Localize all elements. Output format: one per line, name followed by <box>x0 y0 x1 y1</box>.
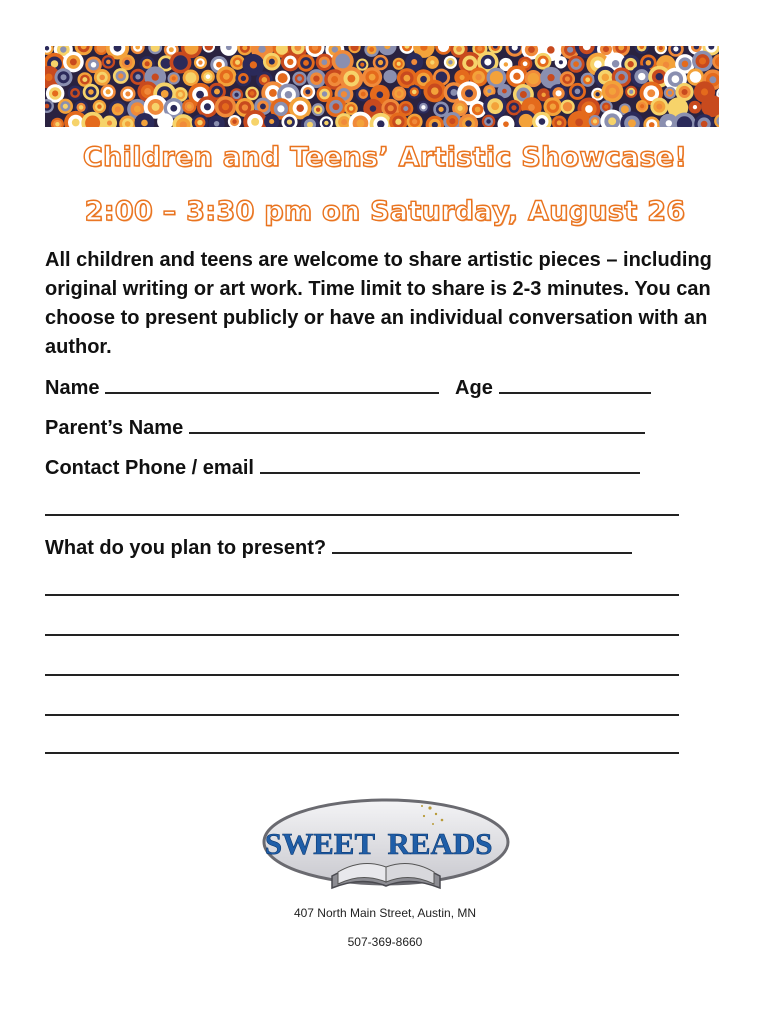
banner-circle <box>709 76 716 83</box>
banner-circle <box>170 105 177 112</box>
banner-circle <box>403 106 408 111</box>
banner-circle <box>604 105 608 109</box>
banner-circle <box>656 104 662 110</box>
banner-circle <box>565 76 570 81</box>
logo-word-reads: READS <box>387 826 493 861</box>
banner-circle <box>602 74 609 81</box>
banner-circle <box>260 103 266 109</box>
banner-circle <box>550 103 556 109</box>
banner-circle <box>457 106 462 111</box>
banner-circle <box>487 89 491 93</box>
banner-circle <box>125 91 130 96</box>
banner-circle <box>277 105 284 112</box>
banner-circle <box>369 74 376 81</box>
banner-circle <box>341 91 347 97</box>
banner-circle <box>377 91 384 98</box>
banner-circle <box>465 120 471 126</box>
banner-circle <box>177 59 184 66</box>
banner-circle <box>666 120 672 126</box>
banner-circle <box>61 74 67 80</box>
banner-circle <box>172 76 176 80</box>
banner-circle <box>575 89 581 95</box>
banner-circle <box>638 73 645 80</box>
banner-circle <box>511 105 516 110</box>
banner-circle <box>316 108 320 112</box>
banner-circle <box>557 120 562 125</box>
banner-circle <box>297 76 302 81</box>
banner-circle <box>603 46 609 52</box>
present-line-4[interactable] <box>45 714 679 716</box>
age-field[interactable] <box>499 374 651 394</box>
present-line-3[interactable] <box>45 674 679 676</box>
banner-circle <box>124 60 129 65</box>
banner-circle <box>347 75 355 83</box>
age-label: Age <box>455 377 493 399</box>
banner-circle <box>575 119 583 127</box>
banner-circle <box>82 77 87 82</box>
banner-circle <box>262 77 268 83</box>
banner-circle <box>88 89 93 94</box>
present-line-5[interactable] <box>45 752 679 754</box>
banner-circle <box>242 104 248 110</box>
banner-circle <box>522 118 529 125</box>
banner-circle <box>673 46 678 51</box>
banner-circle <box>357 119 365 127</box>
banner-circle <box>708 102 715 109</box>
banner-circle <box>369 47 374 52</box>
address: 407 North Main Street, Austin, MN <box>293 906 477 920</box>
banner-circle <box>646 60 652 66</box>
banner-circle <box>556 90 562 96</box>
banner-circle <box>313 75 319 81</box>
banner-circle <box>668 91 672 95</box>
banner-circle <box>466 59 474 67</box>
banner-circle <box>397 62 401 66</box>
banner-circle <box>331 76 338 83</box>
banner-circle <box>573 61 579 67</box>
banner-circle <box>431 87 439 95</box>
banner-circle <box>60 46 66 52</box>
present-line-2[interactable] <box>45 634 679 636</box>
banner-circle <box>341 119 347 125</box>
banner-circle <box>79 105 84 110</box>
banner-circle <box>450 89 457 96</box>
contact-label: Contact Phone / email <box>45 457 254 479</box>
banner-circle <box>449 118 455 124</box>
banner-circle <box>188 75 194 81</box>
banner-circle <box>411 59 417 65</box>
banner-circle <box>647 89 655 97</box>
banner-circle <box>321 59 327 65</box>
banner-circle <box>216 62 222 68</box>
banner-circle <box>693 74 699 80</box>
banner-circle <box>152 74 159 81</box>
banner-circle <box>656 73 663 80</box>
banner-circle <box>250 91 255 96</box>
banner-circle <box>251 118 259 126</box>
banner-circle <box>134 106 141 113</box>
name-row <box>45 374 651 400</box>
banner-circle <box>701 88 708 95</box>
banner-circle <box>222 103 229 110</box>
banner-circle <box>303 60 309 66</box>
present-row <box>45 534 632 560</box>
banner-circle <box>412 119 417 124</box>
banner-circle <box>144 88 151 95</box>
banner-circle <box>585 77 590 82</box>
banner-circle <box>106 89 111 94</box>
banner-circle <box>593 119 597 123</box>
banner-circle <box>197 120 202 125</box>
banner-circle <box>475 74 481 80</box>
banner-circle <box>539 118 546 125</box>
event-title: Children and Teens’ Artistic Showcase! <box>82 142 688 173</box>
parent-row <box>45 414 645 440</box>
decorative-circles-banner <box>45 46 719 127</box>
banner-circle <box>106 60 111 65</box>
banner-circle <box>163 119 168 124</box>
banner-circle <box>528 104 535 111</box>
banner-circle <box>91 62 97 68</box>
banner-circle <box>187 104 192 109</box>
banner-circle <box>397 91 402 96</box>
present-line-1[interactable] <box>45 594 679 596</box>
banner-circle <box>404 75 411 82</box>
banner-circle <box>672 75 680 83</box>
banner-circle <box>235 60 240 65</box>
banner-circle <box>682 89 688 95</box>
banner-circle <box>565 104 570 109</box>
banner-circle <box>674 104 681 111</box>
banner-circle <box>659 46 663 50</box>
banner-circle <box>324 121 328 125</box>
banner-circle <box>118 73 123 78</box>
banner-circle <box>513 73 520 80</box>
banner-circle <box>135 74 140 79</box>
banner-circle <box>395 119 401 125</box>
banner-circle <box>161 90 169 98</box>
present-label: What do you plan to present? <box>45 537 327 559</box>
present-field[interactable] <box>332 534 632 554</box>
banner-circle <box>484 58 491 65</box>
banner-circle <box>204 103 211 110</box>
event-time: 2:00 – 3:30 pm on Saturday, August 26 <box>84 196 686 227</box>
banner-circle <box>528 46 535 53</box>
banner-circle <box>629 90 633 94</box>
banner-circle <box>421 105 425 109</box>
banner-circle <box>682 61 689 68</box>
banner-circle <box>594 60 602 68</box>
phone-number: 507-369-8660 <box>347 935 423 949</box>
banner-circle <box>234 93 238 97</box>
banner-circle <box>618 74 625 81</box>
banner-circle <box>523 61 528 66</box>
banner-circle <box>52 90 58 96</box>
banner-circle <box>430 60 434 64</box>
banner-circle <box>305 89 310 94</box>
contact-row <box>45 454 640 480</box>
banner-circle <box>623 107 627 111</box>
banner-circle <box>339 57 346 64</box>
open-book-icon <box>332 863 440 888</box>
banner-circle <box>612 60 619 67</box>
banner-circle <box>388 74 392 78</box>
banner-circle <box>456 46 462 52</box>
banner-circle <box>640 104 644 108</box>
banner-circle <box>115 106 121 112</box>
banner-circle <box>285 91 292 98</box>
intro-paragraph: All children and teens are welcome to share artistic pieces – including original writing or art work. Time limit to share is 2-3 minutes. You can choose to present publicly or have an individual conversation with an author. <box>45 249 712 358</box>
banner-circle <box>608 117 616 125</box>
banner-circle <box>72 119 80 127</box>
banner-circle <box>145 61 150 66</box>
banner-circle <box>547 46 555 54</box>
banner-circle <box>628 119 636 127</box>
contact-field-continued[interactable] <box>45 514 679 516</box>
banner-circle <box>70 58 77 65</box>
circles-pattern-icon <box>45 46 719 127</box>
banner-circle <box>559 60 563 64</box>
banner-circle <box>107 121 112 126</box>
banner-circle <box>125 121 131 127</box>
sweet-reads-logo <box>262 798 512 894</box>
banner-circle <box>169 47 174 52</box>
banner-circle <box>206 74 211 79</box>
banner-circle <box>73 90 78 95</box>
banner-circle <box>585 105 593 113</box>
banner-circle <box>567 47 573 53</box>
banner-circle <box>269 89 277 97</box>
banner-circle <box>595 92 599 96</box>
banner-circle <box>520 91 527 98</box>
banner-circle <box>370 105 376 111</box>
banner-circle <box>89 119 97 127</box>
banner-circle <box>486 119 491 124</box>
banner-circle <box>628 61 634 67</box>
contact-field[interactable] <box>260 454 640 474</box>
banner-circle <box>360 63 364 67</box>
banner-circle <box>198 60 202 64</box>
banner-circle <box>475 107 481 113</box>
banner-circle <box>214 89 220 95</box>
banner-circle <box>699 58 706 65</box>
banner-circle <box>141 120 148 127</box>
banner-circle <box>477 46 482 51</box>
banner-circle <box>163 61 168 66</box>
banner-circle <box>412 90 417 95</box>
banner-circle <box>503 121 509 127</box>
banner-circle <box>491 102 499 110</box>
logo-word-sweet: SWEET <box>264 826 376 861</box>
banner-circle <box>280 76 285 81</box>
parent-name-field[interactable] <box>189 414 645 434</box>
banner-circle <box>287 59 293 65</box>
banner-circle <box>420 76 427 83</box>
banner-circle <box>438 107 443 112</box>
name-label: Name <box>45 377 100 399</box>
banner-circle <box>448 60 452 64</box>
banner-circle <box>214 121 219 126</box>
banner-circle <box>55 122 59 126</box>
banner-circle <box>378 60 383 65</box>
banner-circle <box>269 59 275 65</box>
banner-circle <box>322 91 327 96</box>
banner-circle <box>547 74 554 81</box>
banner-circle <box>465 89 473 97</box>
banner-circle <box>459 75 464 80</box>
banner-circle <box>540 58 546 64</box>
banner-circle <box>97 104 101 108</box>
banner-circle <box>349 106 353 110</box>
banner-circle <box>250 61 257 68</box>
banner-circle <box>439 74 445 80</box>
banner-circle <box>693 105 697 109</box>
banner-circle <box>530 76 536 82</box>
parent-name-label: Parent’s Name <box>45 417 184 439</box>
name-field[interactable] <box>105 374 439 394</box>
banner-circle <box>223 73 230 80</box>
banner-circle <box>152 103 160 111</box>
banner-circle <box>99 75 105 81</box>
banner-circle <box>269 119 274 124</box>
banner-circle <box>541 93 545 97</box>
banner-circle <box>178 92 183 97</box>
banner-circle <box>361 92 366 97</box>
banner-circle <box>502 89 507 94</box>
banner-circle <box>287 119 292 124</box>
banner-circle <box>388 105 394 111</box>
banner-circle <box>45 73 53 81</box>
banner-circle <box>63 104 68 109</box>
banner-circle <box>333 103 340 110</box>
banner-circle <box>241 76 246 81</box>
banner-circle <box>609 88 616 95</box>
banner-circle <box>504 62 508 66</box>
banner-circle <box>296 104 304 112</box>
banner-circle <box>493 74 500 81</box>
banner-circle <box>232 119 236 123</box>
